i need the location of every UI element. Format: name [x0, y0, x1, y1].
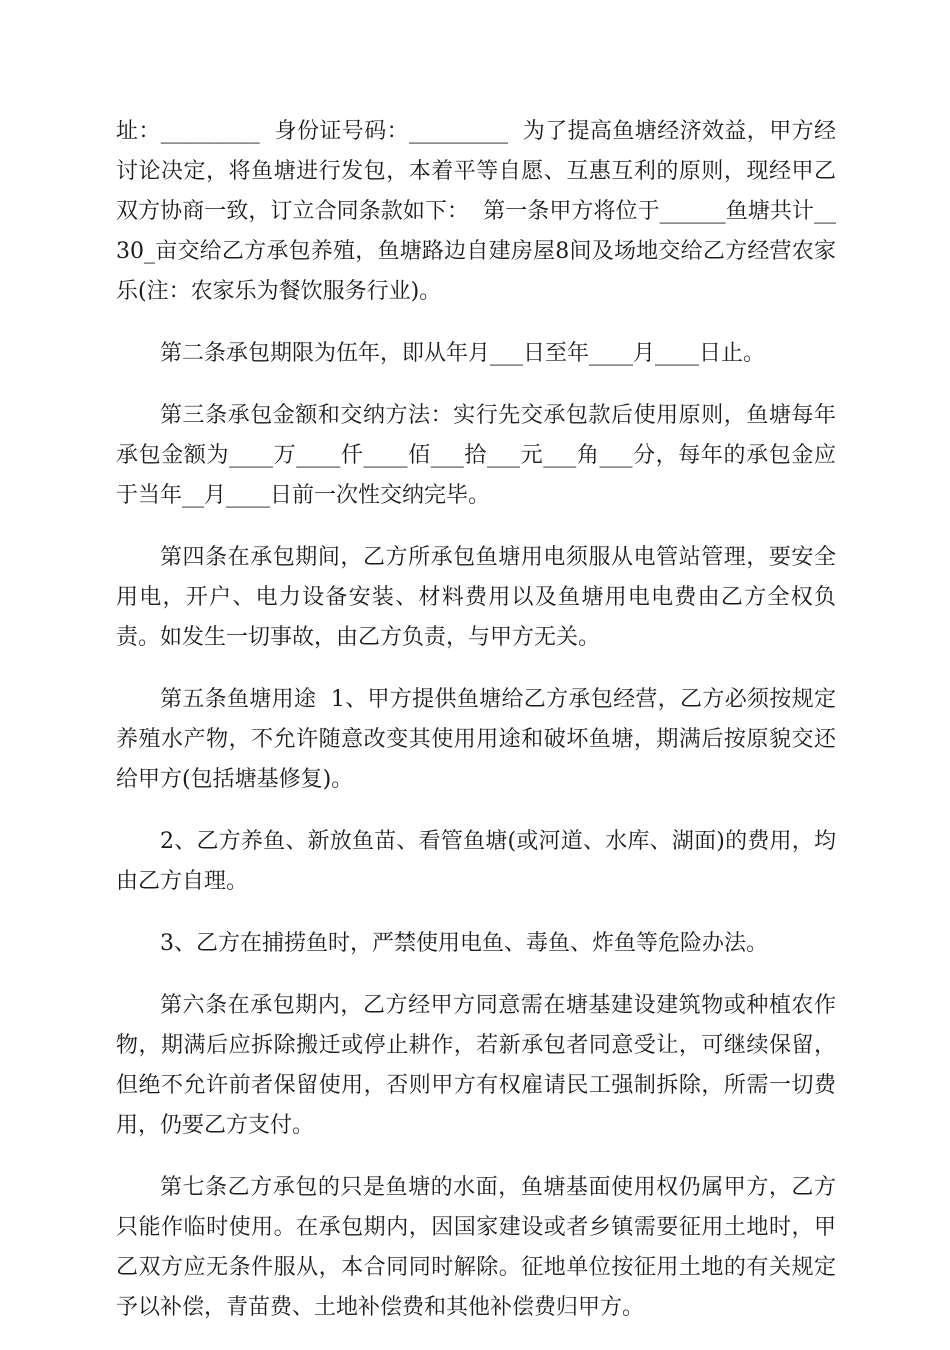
- paragraph-article-5-item-2: 2、乙方养鱼、新放鱼苗、看管鱼塘(或河道、水库、湖面)的费用，均由乙方自理。: [116, 829, 836, 894]
- document-page: [116, 112, 836, 1350]
- paragraph-intro: 址：_________ 身份证号码：_________ 为了提高鱼塘经济效益，甲方经讨论决定，将鱼塘进行发包，本着平等自愿、互惠互利的原则，现经甲乙双方协商一致，订立合同条款如下： 第一条甲方将位于______鱼塘共计__30_亩交给乙方承包养殖，鱼塘路边自建房屋8间及场地交给乙方经营农家乐(注：农家乐为餐饮服务行业)。: [116, 119, 836, 304]
- paragraph-article-5-item-1: 第五条鱼塘用途 1、甲方提供鱼塘给乙方承包经营，乙方必须按规定养殖水产物，不允许随意改变其使用用途和破坏鱼塘，期满后按原貌交还给甲方(包括塘基修复)。: [116, 687, 836, 792]
- paragraph-article-5-item-3: 3、乙方在捕捞鱼时，严禁使用电鱼、毒鱼、炸鱼等危险办法。: [160, 931, 768, 956]
- paragraph-article-7: 第七条乙方承包的只是鱼塘的水面，鱼塘基面使用权仍属甲方，乙方只能作临时使用。在承包期内，因国家建设或者乡镇需要征用土地时，甲乙双方应无条件服从，本合同同时解除。征地单位按征用土地的有关规定予以补偿，青苗费、土地补偿费和其他补偿费归甲方。: [116, 1175, 836, 1320]
- paragraph-article-3: 第三条承包金额和交纳方法：实行先交承包款后使用原则，鱼塘每年承包金额为____万____仟____佰___拾___元___角___分，每年的承包金应于当年__月____日前一次性交纳完毕。: [116, 403, 836, 508]
- paragraph-article-4: 第四条在承包期间，乙方所承包鱼塘用电须服从电管站管理，要安全用电，开户、电力设备安装、材料费用以及鱼塘用电电费由乙方全权负责。如发生一切事故，由乙方负责，与甲方无关。: [116, 545, 836, 650]
- paragraph-article-2: 第二条承包期限为伍年，即从年月___日至年____月____日止。: [160, 341, 766, 366]
- paragraph-article-6: 第六条在承包期内，乙方经甲方同意需在塘基建设建筑物或种植农作物，期满后应拆除搬迁或停止耕作，若新承包者同意受让，可继续保留，但绝不允许前者保留使用，否则甲方有权雇请民工强制拆除，所需一切费用，仍要乙方支付。: [116, 993, 836, 1138]
